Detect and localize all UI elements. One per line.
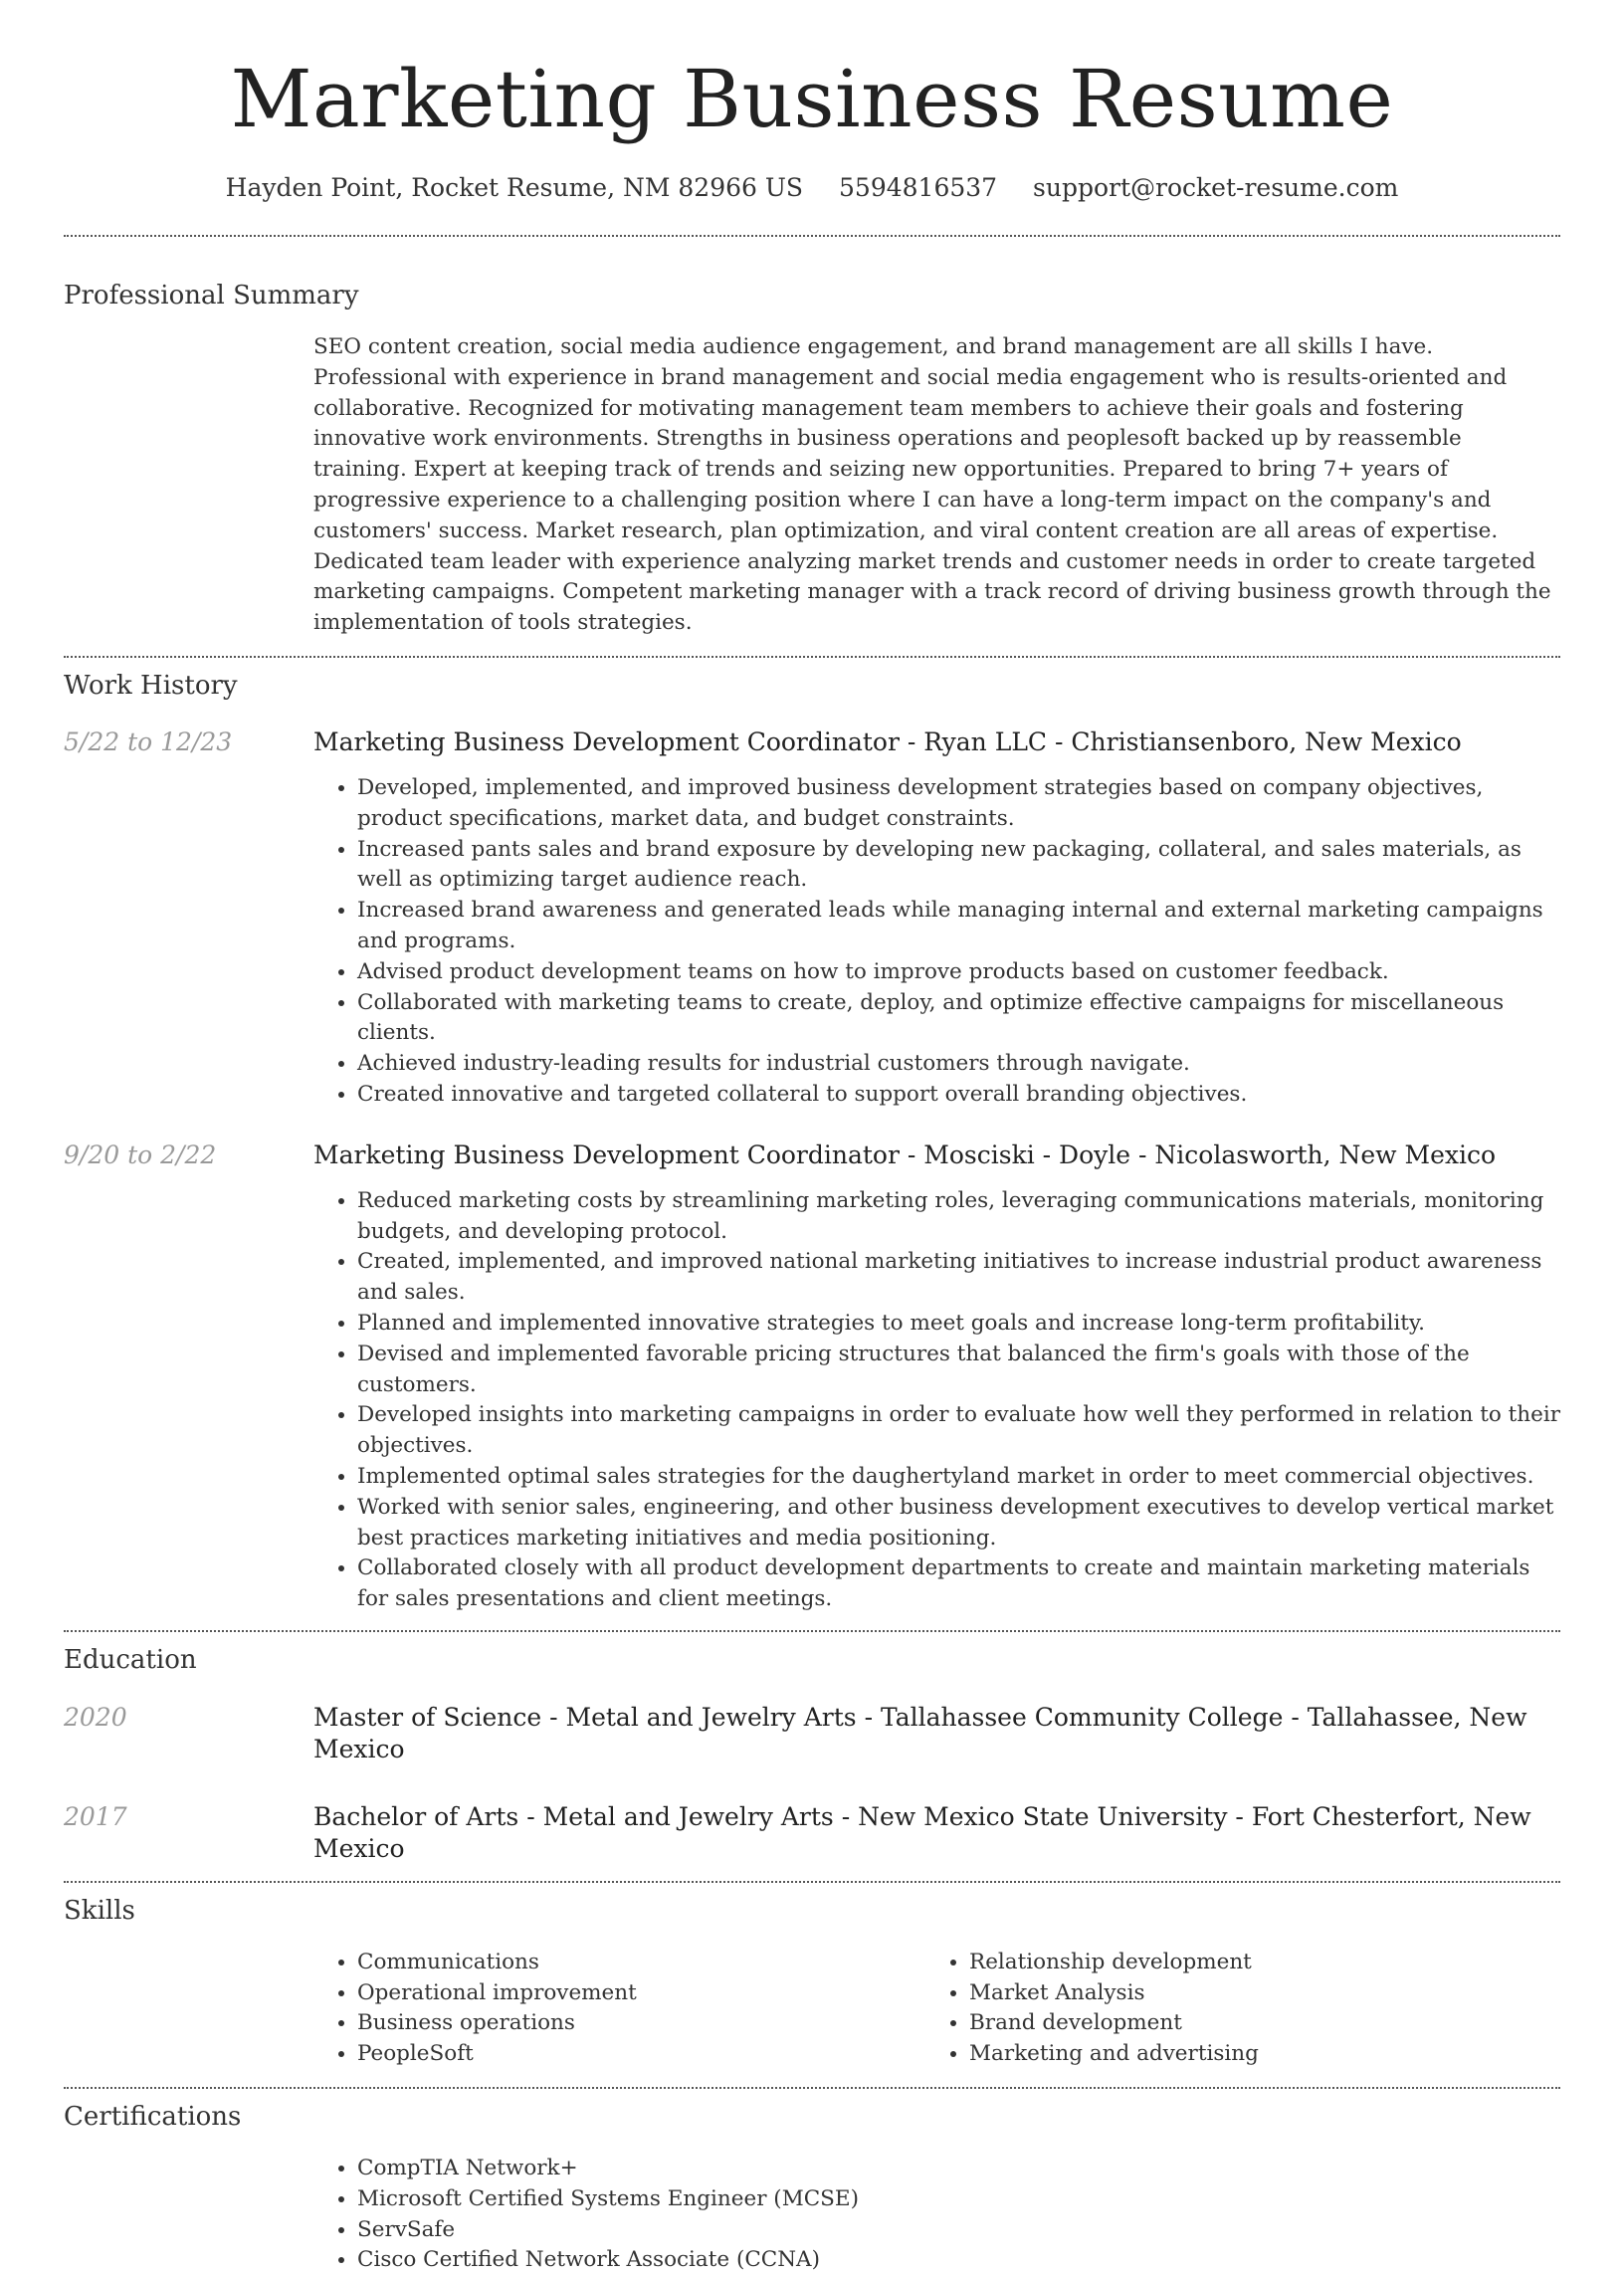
list-item: • Advised product development teams on how to improve products based on customer feedback. <box>357 957 1560 988</box>
section-heading-summary: Professional Summary <box>64 281 359 310</box>
job-title: Marketing Business Development Coordinator - Mosciski - Doyle - Nicolasworth, New Mexico <box>313 1139 1497 1169</box>
job-bullets <box>313 773 1560 1111</box>
certifications-section <box>64 2101 1560 2276</box>
list-item: • Brand development <box>969 2008 1537 2039</box>
job-title: Marketing Business Development Coordinator - Ryan LLC - Christiansenboro, New Mexico <box>313 726 1462 756</box>
list-item: • Planned and implemented innovative strategies to meet goals and increase long-term profitability. <box>357 1309 1560 1340</box>
section-heading-skills: Skills <box>64 1895 135 1926</box>
contact-address: Hayden Point, Rocket Resume, NM 82966 US <box>225 173 804 202</box>
contact-line <box>64 173 1560 203</box>
list-item: • Collaborated with marketing teams to create, deploy, and optimize effective campaigns for miscellaneous clients. <box>357 988 1560 1050</box>
section-heading-work: Work History <box>64 670 238 701</box>
divider <box>64 2087 1560 2089</box>
list-item: • Increased pants sales and brand exposure by developing new packaging, collateral, and sales materials, as well as optimizing target audience reach. <box>357 835 1560 897</box>
list-item: • Business operations <box>357 2008 925 2039</box>
list-item: • Communications <box>357 1948 925 1978</box>
education-section <box>64 1644 1560 1865</box>
divider <box>64 656 1560 658</box>
education-entry <box>64 1801 1560 1865</box>
section-heading-certifications: Certifications <box>64 2102 242 2133</box>
job-dates: 9/20 to 2/22 <box>64 1139 217 1169</box>
job-entry <box>64 1139 1560 1615</box>
education-entry <box>64 1702 1560 1765</box>
list-item: • Marketing and advertising <box>969 2039 1537 2070</box>
education-title: Master of Science - Metal and Jewelry Arts - Tallahassee Community College - Tallahassee, New Mexico <box>313 1702 1527 1763</box>
list-item: • Relationship development <box>969 1948 1537 1978</box>
summary-text: SEO content creation, social media audience engagement, and brand management are all skills I have. Professional with experience in brand management and social media engagement who is results-oriented and collaborative. Recognized for motivating management team members to achieve their goals and fostering innovative work environments. Strengths in business operations and peoplesoft backed up by reassemble training. Expert at keeping track of trends and seizing new opportunities. Prepared to bring 7+ years of progressive experience to a challenging position where I can have a long-term impact on the company's and customers' success. Market research, plan optimization, and viral content creation are all areas of expertise. Dedicated team leader with experience analyzing market trends and customer needs in order to create targeted marketing campaigns. Competent marketing manager with a track record of driving business growth through the implementation of tools strategies. <box>313 334 1551 636</box>
skills-section <box>64 1895 1560 2070</box>
divider <box>64 1630 1560 1632</box>
skills-list-left <box>313 1948 925 2070</box>
list-item: • Increased brand awareness and generated leads while managing internal and external marketing campaigns and programs. <box>357 896 1560 957</box>
list-item: • Microsoft Certified Systems Engineer (MCSE) <box>357 2184 1560 2215</box>
resume-header <box>64 0 1560 203</box>
section-heading-education: Education <box>64 1644 197 1675</box>
skills-list-right <box>925 1948 1537 2070</box>
job-bullets <box>313 1186 1560 1615</box>
divider <box>64 1881 1560 1883</box>
list-item: • Devised and implemented favorable pricing structures that balanced the firm's goals with those of the customers. <box>357 1340 1560 1401</box>
summary-section <box>64 280 1560 639</box>
education-title: Bachelor of Arts - Metal and Jewelry Arts - New Mexico State University - Fort Chesterfort, New Mexico <box>313 1801 1531 1863</box>
list-item: • Operational improvement <box>357 1978 925 2009</box>
resume-title: Marketing Business Resume <box>230 53 1394 145</box>
list-item: • Achieved industry-leading results for industrial customers through navigate. <box>357 1049 1560 1080</box>
list-item: • Created, implemented, and improved national marketing initiatives to increase industrial product awareness and sales. <box>357 1247 1560 1309</box>
list-item: • ServSafe <box>357 2215 1560 2246</box>
list-item: • PeopleSoft <box>357 2039 925 2070</box>
education-year: 2017 <box>64 1801 127 1831</box>
resume-page <box>64 0 1560 2273</box>
list-item: • Collaborated closely with all product development departments to create and maintain marketing materials for sales presentations and client meetings. <box>357 1553 1560 1615</box>
list-item: • Developed, implemented, and improved business development strategies based on company objectives, product specifications, market data, and budget constraints. <box>357 773 1560 835</box>
list-item: • Worked with senior sales, engineering, and other business development executives to develop vertical market best practices marketing initiatives and media positioning. <box>357 1493 1560 1554</box>
list-item: • Developed insights into marketing campaigns in order to evaluate how well they performed in relation to their objectives. <box>357 1400 1560 1462</box>
list-item: • Cisco Certified Network Associate (CCNA) <box>357 2245 1560 2276</box>
list-item: • Market Analysis <box>969 1978 1537 2009</box>
certifications-list <box>313 2154 1560 2276</box>
contact-phone: 5594816537 <box>839 173 998 202</box>
list-item: • Created innovative and targeted collateral to support overall branding objectives. <box>357 1080 1560 1111</box>
job-entry <box>64 726 1560 1111</box>
list-item: • Reduced marketing costs by streamlining marketing roles, leveraging communications materials, monitoring budgets, and developing protocol. <box>357 1186 1560 1248</box>
education-year: 2020 <box>64 1702 127 1732</box>
work-section <box>64 670 1560 1615</box>
list-item: • CompTIA Network+ <box>357 2154 1560 2184</box>
contact-email: support@rocket-resume.com <box>1033 173 1399 202</box>
job-dates: 5/22 to 12/23 <box>64 726 233 756</box>
list-item: • Implemented optimal sales strategies for the daughertyland market in order to meet commercial objectives. <box>357 1462 1560 1493</box>
divider <box>64 235 1560 237</box>
